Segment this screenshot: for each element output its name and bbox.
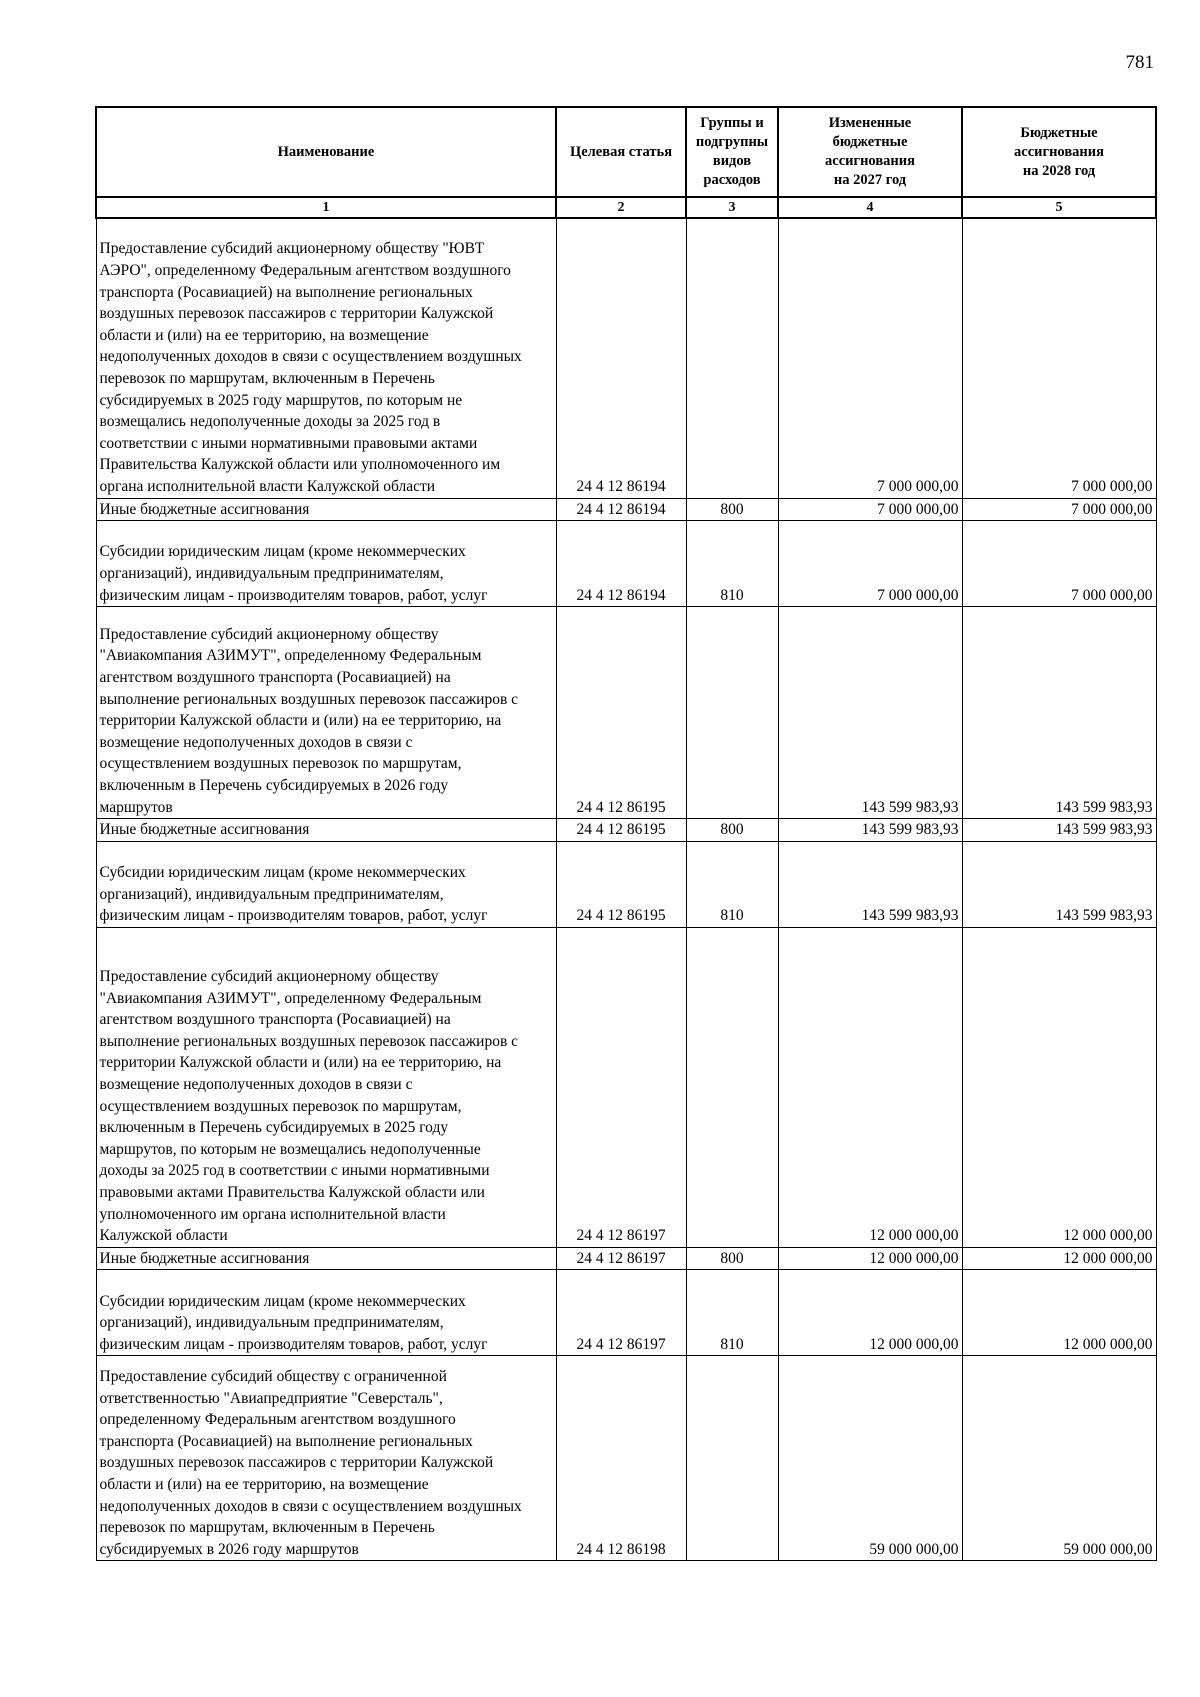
row-name: Предоставление субсидий обществу с ограниченной ответственностью "Авиапредприятие "Северсталь", определенному Федеральным агентством воздушного транспорта (Росавиацией) на выполнение региональных воздушных перевозок пассажиров с территории Калужской области и (или) на ее территорию, на возмещение недополученных доходов в связи с осуществлением воздушных перевозок по маршрутам, включенным в Перечень субсидируемых в 2026 году маршрутов <box>96 1356 556 1561</box>
row-amount-2027: 59 000 000,00 <box>778 1356 962 1561</box>
column-number: 2 <box>556 197 686 218</box>
row-name: Иные бюджетные ассигнования <box>96 498 556 521</box>
row-name: Субсидии юридическим лицам (кроме некоммерческих организаций), индивидуальным предпринимателям, физическим лицам - производителям товаров, работ, услуг <box>96 521 556 607</box>
row-target-article: 24 4 12 86195 <box>556 607 686 819</box>
table-row <box>96 498 1156 521</box>
row-target-article: 24 4 12 86195 <box>556 841 686 927</box>
row-amount-2027: 7 000 000,00 <box>778 498 962 521</box>
row-amount-2027: 12 000 000,00 <box>778 1270 962 1356</box>
page-number: 781 <box>1125 52 1154 73</box>
header-expense-groups: Группы и подгрупны видов расходов <box>686 107 778 197</box>
row-target-article: 24 4 12 86194 <box>556 218 686 498</box>
row-amount-2028: 12 000 000,00 <box>962 1247 1156 1270</box>
row-amount-2027: 12 000 000,00 <box>778 927 962 1247</box>
row-amount-2028: 7 000 000,00 <box>962 498 1156 521</box>
row-name: Иные бюджетные ассигнования <box>96 819 556 842</box>
row-name: Предоставление субсидий акционерному обществу "Авиакомпания АЗИМУТ", определенному Федеральным агентством воздушного транспорта (Росавиацией) на выполнение региональных воздушных перевозок пассажиров с территории Калужской области и (или) на ее территорию, на возмещение недополученных доходов в связи с осуществлением воздушных перевозок по маршрутам, включенным в Перечень субсидируемых в 2026 году маршрутов <box>96 607 556 819</box>
row-name: Субсидии юридическим лицам (кроме некоммерческих организаций), индивидуальным предпринимателям, физическим лицам - производителям товаров, работ, услуг <box>96 841 556 927</box>
row-amount-2028: 143 599 983,93 <box>962 819 1156 842</box>
column-number: 4 <box>778 197 962 218</box>
row-name: Субсидии юридическим лицам (кроме некоммерческих организаций), индивидуальным предпринимателям, физическим лицам - производителям товаров, работ, услуг <box>96 1270 556 1356</box>
table-row <box>96 927 1156 1247</box>
row-expense-group: 800 <box>686 1247 778 1270</box>
row-amount-2028: 12 000 000,00 <box>962 1270 1156 1356</box>
row-target-article: 24 4 12 86197 <box>556 927 686 1247</box>
column-number: 5 <box>962 197 1156 218</box>
row-amount-2028: 143 599 983,93 <box>962 607 1156 819</box>
table-row <box>96 521 1156 607</box>
budget-allocation-table <box>95 106 1157 1561</box>
table-header-row <box>96 107 1156 197</box>
row-name: Иные бюджетные ассигнования <box>96 1247 556 1270</box>
table-row <box>96 607 1156 819</box>
row-expense-group <box>686 607 778 819</box>
row-expense-group: 800 <box>686 819 778 842</box>
column-number: 1 <box>96 197 556 218</box>
row-expense-group: 800 <box>686 498 778 521</box>
row-target-article: 24 4 12 86195 <box>556 819 686 842</box>
row-amount-2027: 143 599 983,93 <box>778 607 962 819</box>
row-amount-2028: 7 000 000,00 <box>962 218 1156 498</box>
row-amount-2027: 12 000 000,00 <box>778 1247 962 1270</box>
row-expense-group: 810 <box>686 521 778 607</box>
row-expense-group: 810 <box>686 1270 778 1356</box>
row-amount-2028: 12 000 000,00 <box>962 927 1156 1247</box>
table-row <box>96 1247 1156 1270</box>
column-number-row <box>96 197 1156 218</box>
row-target-article: 24 4 12 86198 <box>556 1356 686 1561</box>
row-expense-group <box>686 1356 778 1561</box>
table-row <box>96 1270 1156 1356</box>
table-row <box>96 1356 1156 1561</box>
row-target-article: 24 4 12 86197 <box>556 1247 686 1270</box>
table-row <box>96 841 1156 927</box>
row-target-article: 24 4 12 86197 <box>556 1270 686 1356</box>
row-amount-2027: 7 000 000,00 <box>778 218 962 498</box>
header-amount-2028: Бюджетные ассигнования на 2028 год <box>962 107 1156 197</box>
row-target-article: 24 4 12 86194 <box>556 521 686 607</box>
header-target-article: Целевая статья <box>556 107 686 197</box>
row-amount-2027: 143 599 983,93 <box>778 819 962 842</box>
row-name: Предоставление субсидий акционерному обществу "Авиакомпания АЗИМУТ", определенному Федеральным агентством воздушного транспорта (Росавиацией) на выполнение региональных воздушных перевозок пассажиров с территории Калужской области и (или) на ее территорию, на возмещение недополученных доходов в связи с осуществлением воздушных перевозок по маршрутам, включенным в Перечень субсидируемых в 2025 году маршрутов, по которым не возмещались недополученные доходы за 2025 год в соответствии с иными нормативными правовыми актами Правительства Калужской области или уполномоченного им органа исполнительной власти Калужской области <box>96 927 556 1247</box>
row-amount-2027: 7 000 000,00 <box>778 521 962 607</box>
table-row <box>96 819 1156 842</box>
row-amount-2028: 59 000 000,00 <box>962 1356 1156 1561</box>
row-expense-group <box>686 927 778 1247</box>
row-amount-2028: 143 599 983,93 <box>962 841 1156 927</box>
column-number: 3 <box>686 197 778 218</box>
row-target-article: 24 4 12 86194 <box>556 498 686 521</box>
row-amount-2028: 7 000 000,00 <box>962 521 1156 607</box>
row-name: Предоставление субсидий акционерному обществу "ЮВТ АЭРО", определенному Федеральным агентством воздушного транспорта (Росавиацией) на выполнение региональных воздушных перевозок пассажиров с территории Калужской области и (или) на ее территорию, на возмещение недополученных доходов в связи с осуществлением воздушных перевозок по маршрутам, включенным в Перечень субсидируемых в 2025 году маршрутов, по которым не возмещались недополученные доходы за 2025 год в соответствии с иными нормативными правовыми актами Правительства Калужской области или уполномоченного им органа исполнительной власти Калужской области <box>96 218 556 498</box>
row-amount-2027: 143 599 983,93 <box>778 841 962 927</box>
table-row <box>96 218 1156 498</box>
row-expense-group <box>686 218 778 498</box>
header-amount-2027: Измененные бюджетные ассигнования на 2027 год <box>778 107 962 197</box>
header-name: Наименование <box>96 107 556 197</box>
row-expense-group: 810 <box>686 841 778 927</box>
